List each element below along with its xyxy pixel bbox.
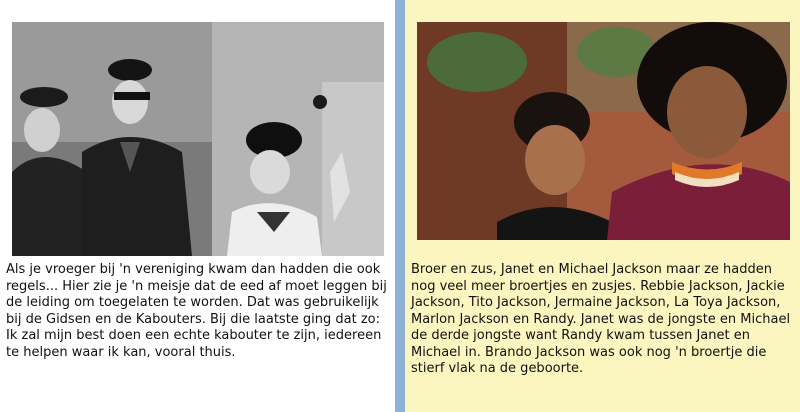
right-panel: [405, 0, 800, 412]
children-photo: [417, 22, 790, 240]
left-caption: Als je vroeger bij 'n vereniging kwam dan hadden die ook regels... Hier zie je 'n meisje dat de eed af moet leggen bij de leiding om toegelaten te worden. Dat was gebruikelijk bij de Gidsen en de Kabouters. Bij die laatste ging dat zo: Ik zal mijn best doen een echte kabouter te zijn, iedereen te helpen waar ik kan, vooral thuis.: [6, 262, 387, 360]
scouts-oath-photo: [12, 22, 384, 256]
left-panel: [0, 0, 395, 412]
panel-divider: [395, 0, 405, 412]
black-and-white-photo-icon: [12, 22, 384, 256]
color-photo-icon: [417, 22, 790, 240]
right-caption: Broer en zus, Janet en Michael Jackson maar ze hadden nog veel meer broertjes en zusjes. Rebbie Jackson, Jackie Jackson, Tito Jackson, Jermaine Jackson, La Toya Jackson, Marlon Jackson en Randy. Janet was de jongste en Michael de derde jongste want Randy kwam tussen Janet en Michael in. Brando Jackson was ook nog 'n broertje die stierf vlak na de geboorte.: [411, 262, 791, 376]
